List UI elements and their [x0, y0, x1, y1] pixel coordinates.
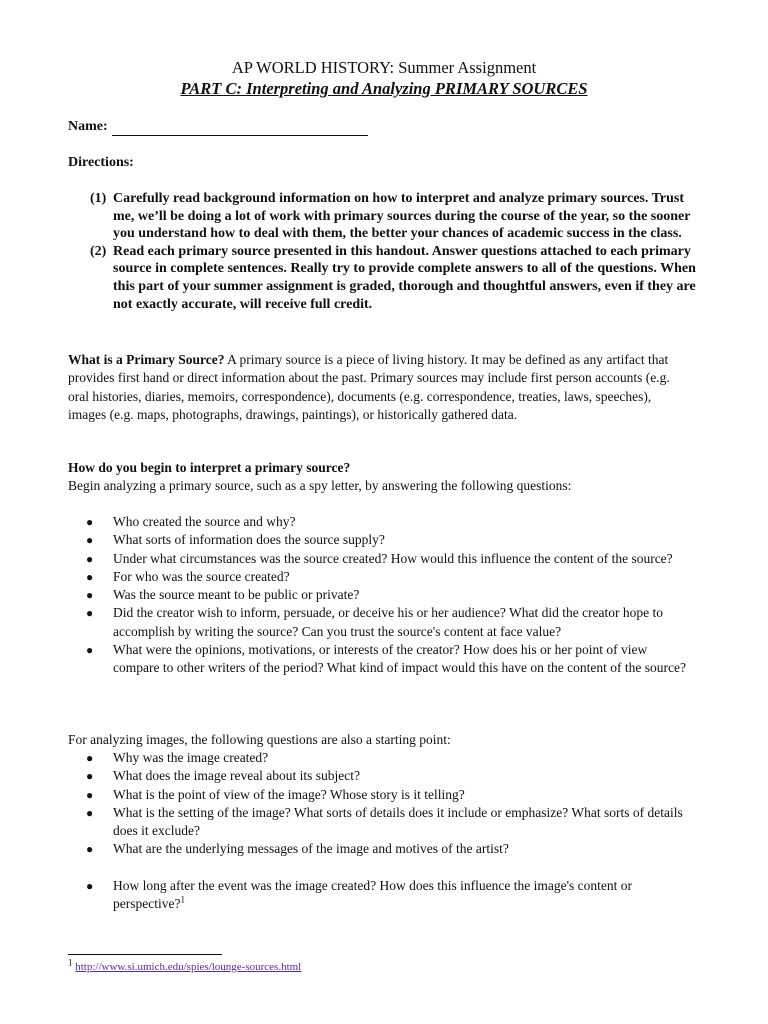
name-field-row: [68, 118, 368, 136]
bullet-icon: ●: [86, 533, 94, 548]
list-item-text: For who was the source created?: [113, 568, 290, 584]
directions-list: [90, 190, 700, 313]
list-item: [86, 568, 686, 586]
directions-item-number: (2): [90, 243, 107, 259]
directions-item-text: Read each primary source presented in this handout. Answer questions attached to each primary source in complete sentences. Really try to provide complete answers to all of the questions. When this part of your summer assignment is graded, thorough and thoughtful answers, even if they are not exactly accurate, will receive full credit.: [113, 243, 696, 312]
list-item: [86, 804, 686, 841]
bullet-icon: ●: [86, 769, 94, 784]
bullet-icon: ●: [86, 842, 94, 857]
list-item-text: Did the creator wish to inform, persuade, or deceive his or her audience? What did the creator hope to accomplish by writing the source? Can you trust the source's content at face value?: [113, 605, 664, 639]
list-item: [86, 513, 686, 531]
document-title: AP WORLD HISTORY: Summer Assignment: [231, 58, 537, 77]
bullet-icon: ●: [86, 751, 94, 765]
name-label: Name:: [68, 119, 108, 134]
list-item: [86, 550, 686, 568]
bullet-icon: ●: [86, 515, 94, 529]
what-is-heading: What is a Primary Source?: [68, 352, 225, 367]
bullet-icon: ●: [86, 643, 94, 658]
bullet-icon: ●: [86, 588, 94, 603]
what-is-text: A primary source is a piece of living history. It may be defined as any artifact that provides first hand or direct information about the past. Primary sources may include first person accounts (e.g. oral histories, diaries, memoirs, correspondence), documents (e.g. correspondence, treaties, laws, speeches), images (e.g. maps, photographs, drawings, paintings), or historically gathered data.: [68, 352, 670, 422]
how-begin-section: [68, 459, 688, 496]
footnote: [68, 957, 302, 974]
bullet-icon: ●: [86, 569, 94, 584]
list-item: [86, 604, 686, 641]
directions-label: Directions:: [68, 155, 134, 170]
list-item: [86, 767, 686, 785]
directions-item-number: (1): [90, 191, 107, 206]
list-item-last-text: How long after the event was the image created? How does this influence the image's content or perspective?: [113, 877, 632, 912]
list-item-text: What does the image reveal about its subject?: [113, 768, 361, 784]
footnote-link[interactable]: http://www.si.umich.edu/spies/lounge-sources.html: [75, 961, 302, 973]
list-item-text: What are the underlying messages of the image and motives of the artist?: [113, 841, 509, 857]
source-questions-list: [86, 513, 686, 678]
bullet-icon: ●: [86, 551, 94, 566]
list-item: [86, 840, 686, 858]
list-item: [86, 749, 686, 767]
list-item-text: What sorts of information does the source supply?: [113, 532, 385, 548]
what-is-primary-source-paragraph: [68, 351, 688, 424]
footnote-divider: [68, 954, 222, 955]
list-item-text: What were the opinions, motivations, or interests of the creator? How does his or her point of view compare to other writers of the period? What kind of impact would this have on the content of the source?: [113, 642, 686, 676]
list-item-text: Who created the source and why?: [113, 514, 296, 529]
directions-item-text: Carefully read background information on how to interpret and analyze primary sources. Trust me, we’ll be doing a lot of work with primary sources during the course of the year, so the sooner you understand how to deal with them, the better your chances of academic success in the class.: [113, 191, 691, 242]
list-item-text: What is the setting of the image? What sorts of details does it include or emphasize? What sorts of details does it exclude?: [113, 804, 683, 839]
directions-item: [90, 190, 700, 243]
how-begin-heading: How do you begin to interpret a primary source?: [68, 460, 351, 475]
list-item: [86, 531, 686, 549]
list-gap: [86, 859, 686, 877]
image-questions-list: [86, 749, 686, 913]
list-item: [86, 877, 686, 914]
how-begin-intro: Begin analyzing a primary source, such as a spy letter, by answering the following questions:: [68, 478, 572, 494]
footnote-mark: 1: [68, 957, 73, 968]
bullet-icon: ●: [86, 878, 94, 893]
list-item-text: What is the point of view of the image? Whose story is it telling?: [113, 786, 465, 802]
list-item-text: Was the source meant to be public or private?: [113, 587, 360, 603]
list-item: [86, 586, 686, 604]
footnote-reference: 1: [180, 894, 185, 905]
list-item: [86, 786, 686, 804]
name-blank-line: [112, 119, 368, 136]
bullet-icon: ●: [86, 606, 94, 621]
document-subtitle: PART C: Interpreting and Analyzing PRIMARY SOURCES: [180, 79, 588, 98]
directions-item: [90, 243, 700, 313]
bullet-icon: ●: [86, 805, 94, 820]
list-item-text: Under what circumstances was the source created? How would this influence the content of the source?: [113, 550, 673, 566]
list-item-text: Why was the image created?: [113, 750, 269, 765]
list-item: [86, 641, 686, 678]
images-intro: For analyzing images, the following questions are also a starting point:: [68, 732, 451, 747]
bullet-icon: ●: [86, 787, 94, 802]
list-item-text: [113, 877, 686, 914]
